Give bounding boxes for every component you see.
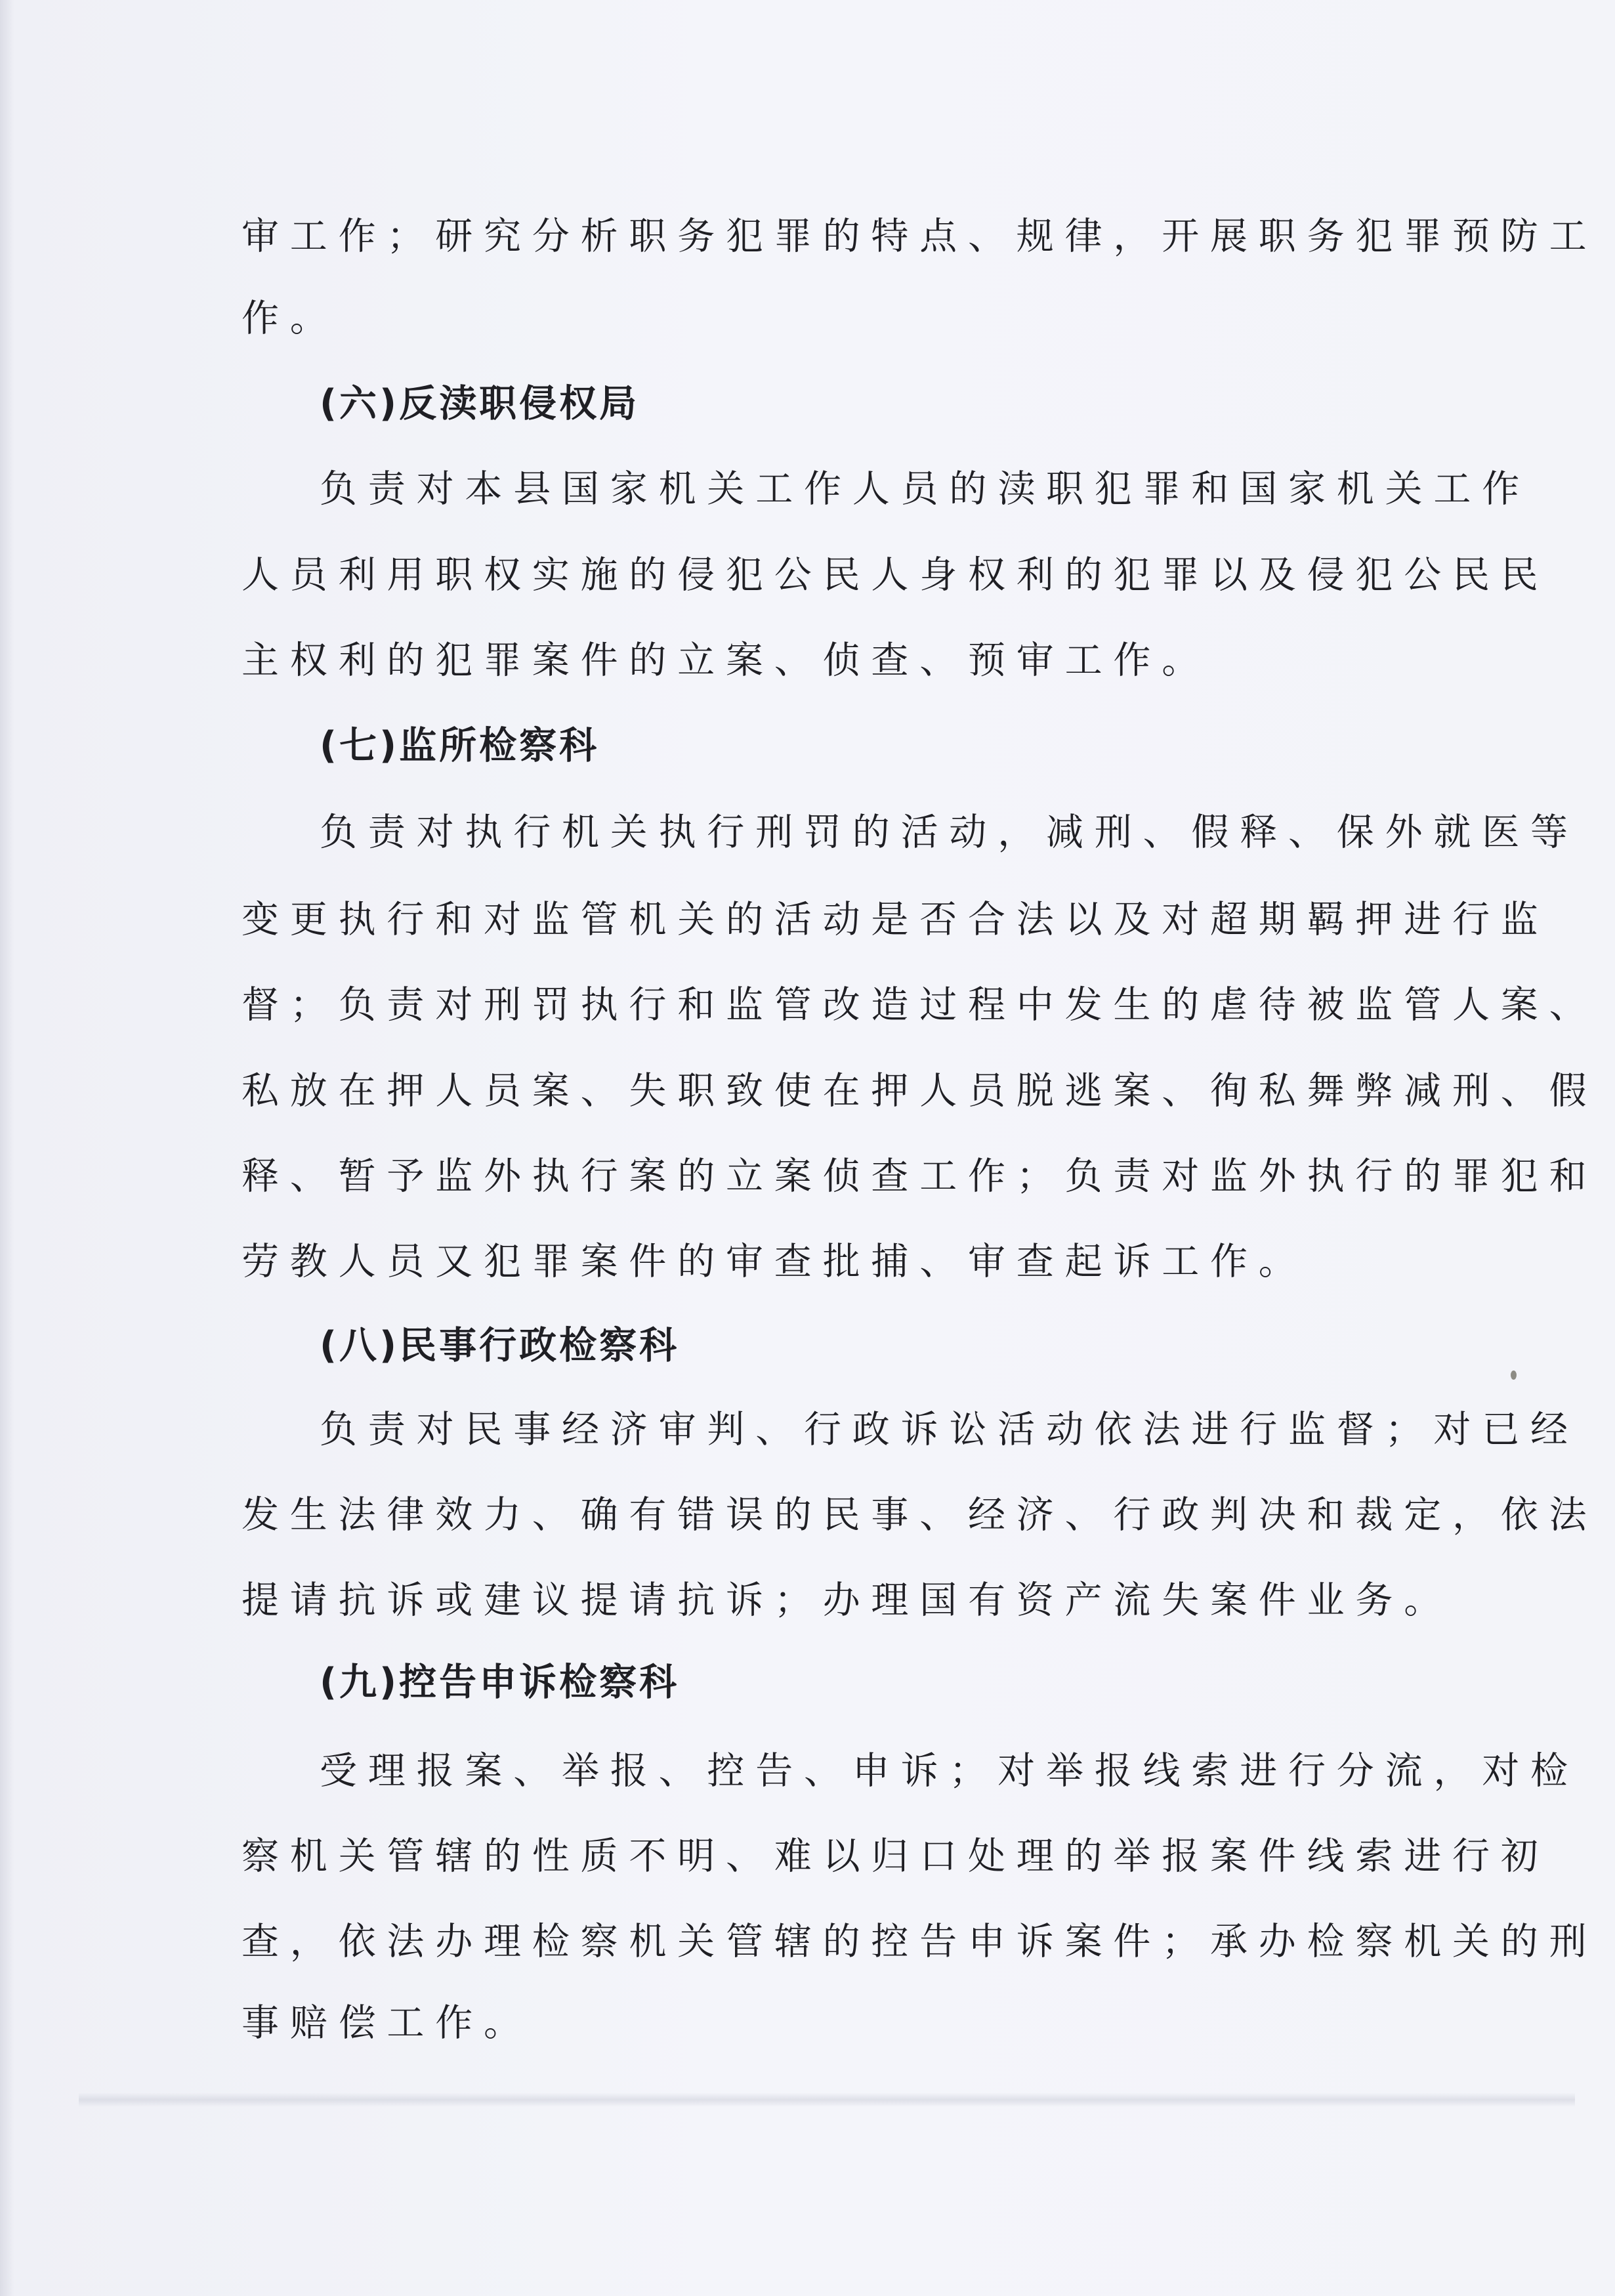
paragraph-line: 提请抗诉或建议提请抗诉；办理国有资产流失案件业务。 (241, 1579, 1452, 1622)
section-heading-complaint-appeal-procuratorate: (九)控告申诉检察科 (320, 1661, 680, 1704)
paragraph-line: 督；负责对刑罚执行和监管改造过程中发生的虐待被监管人案、 (241, 983, 1598, 1027)
paragraph-line: 负责对民事经济审判、行政诉讼活动依法进行监督；对已经 (320, 1408, 1579, 1451)
paragraph-line: 劳教人员又犯罪案件的审查批捕、审查起诉工作。 (241, 1240, 1307, 1283)
paragraph-line: 负责对本县国家机关工作人员的渎职犯罪和国家机关工作 (320, 467, 1530, 511)
paragraph-line: 人员利用职权实施的侵犯公民人身权利的犯罪以及侵犯公民民 (241, 553, 1549, 597)
section-heading-civil-administrative-procuratorate: (八)民事行政检察科 (320, 1324, 680, 1367)
paragraph-line: 审工作；研究分析职务犯罪的特点、规律，开展职务犯罪预防工 (241, 215, 1598, 258)
paragraph-line: 受理报案、举报、控告、申诉；对举报线索进行分流，对检 (320, 1749, 1579, 1793)
paragraph-line: 私放在押人员案、失职致使在押人员脱逃案、徇私舞弊减刑、假 (241, 1069, 1598, 1113)
paragraph-line: 发生法律效力、确有错误的民事、经济、行政判决和裁定，依法 (241, 1493, 1598, 1537)
paragraph-line: 负责对执行机关执行刑罚的活动，减刑、假释、保外就医等 (320, 811, 1579, 854)
paragraph-line: 察机关管辖的性质不明、难以归口处理的举报案件线索进行初 (241, 1835, 1549, 1878)
scan-speck (1511, 1371, 1517, 1380)
paragraph-line: 变更执行和对监管机关的活动是否合法以及对超期羁押进行监 (241, 898, 1549, 941)
paragraph-line: 查，依法办理检察机关管辖的控告申诉案件；承办检察机关的刑 (241, 1920, 1598, 1963)
scan-shadow-edge (0, 0, 14, 2296)
paragraph-line: 释、暂予监外执行案的立案侦查工作；负责对监外执行的罪犯和 (241, 1155, 1598, 1198)
paragraph-line: 作。 (241, 297, 339, 340)
scan-artifact-line (79, 2093, 1575, 2107)
paragraph-line: 主权利的犯罪案件的立案、侦查、预审工作。 (241, 639, 1210, 682)
section-heading-anti-dereliction-bureau: (六)反渎职侵权局 (320, 382, 640, 425)
paragraph-line: 事赔偿工作。 (241, 2001, 532, 2045)
section-heading-prison-procuratorate: (七)监所检察科 (320, 724, 600, 767)
